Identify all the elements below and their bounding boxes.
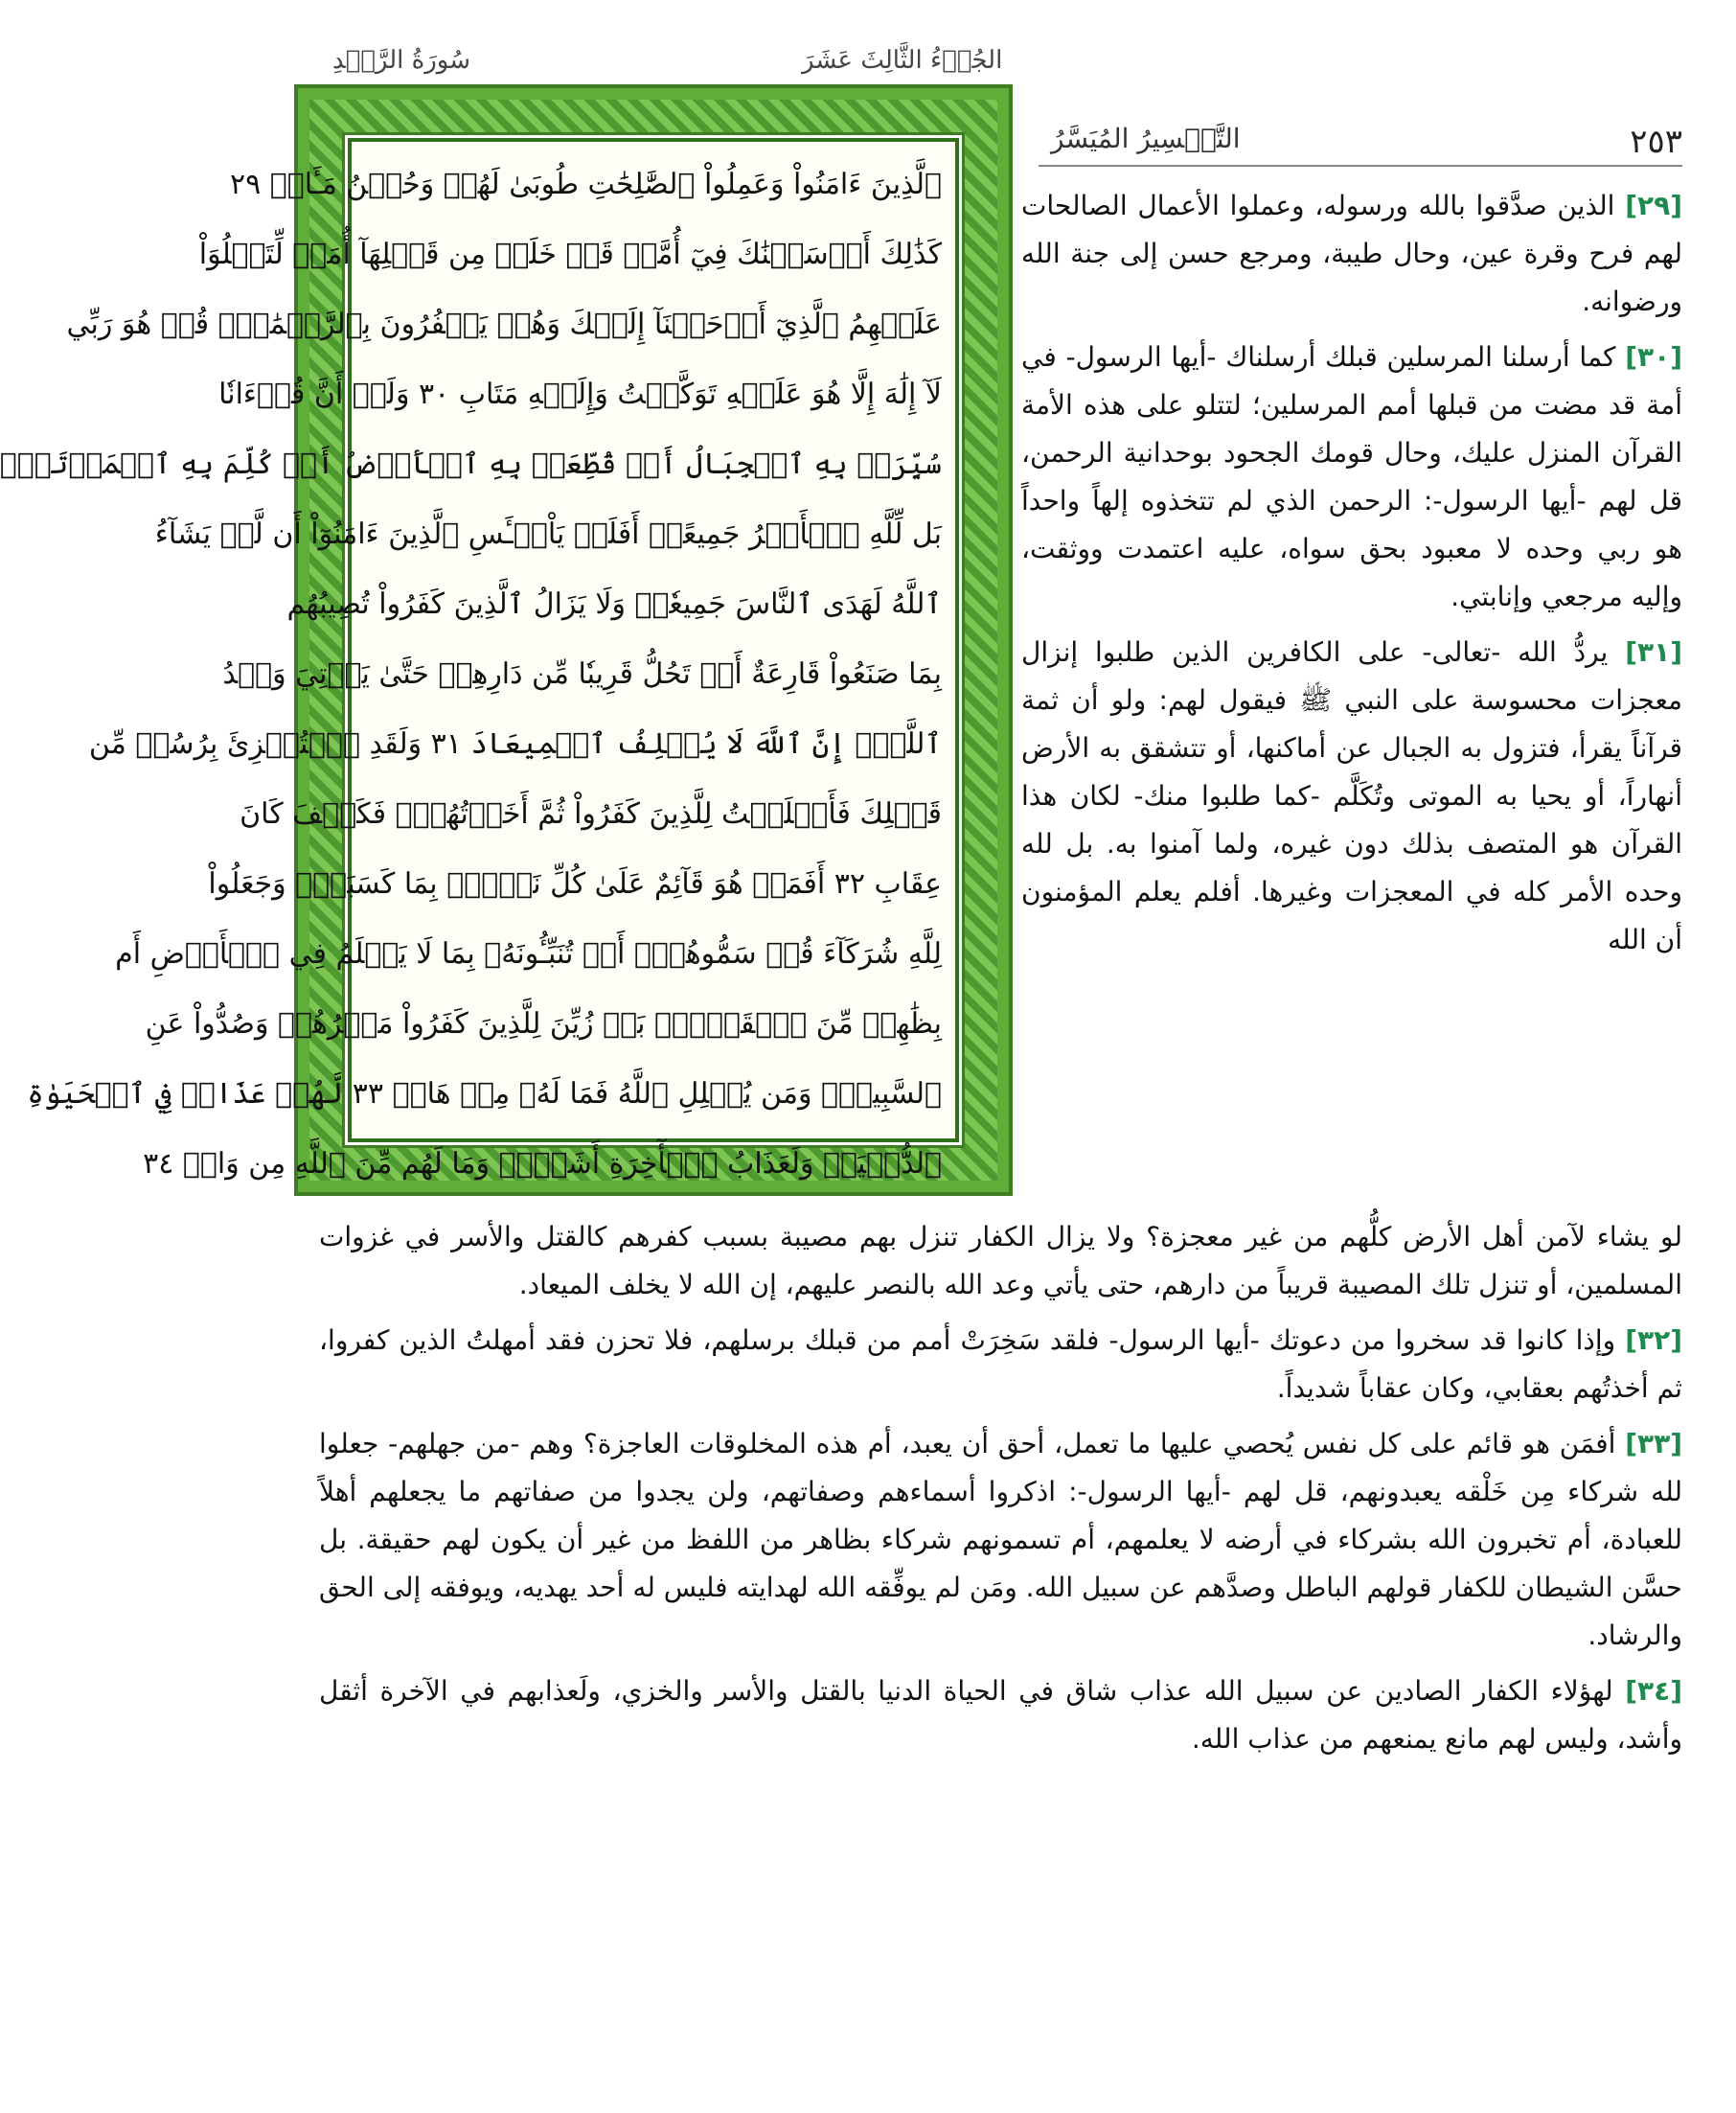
tafsir-paragraph-31 — [1021, 629, 1682, 964]
tafsir-paragraph-29 — [1021, 182, 1682, 326]
quran-line: ٱلَّذِينَ ءَامَنُواْ وَعَمِلُواْ ٱلصَّٰلِحَٰتِ طُوبَىٰ لَهُمۡ وَحُسۡنُ مَـَٔابٖ ٢٩ — [230, 168, 942, 201]
tafsir-text: يردُّ الله -تعالى- على الكافرين الذين طلبوا إنزال معجزات محسوسة على النبي ﷺ فيقول لهم: ولو أن ثمة قرآناً يقرأ، فتزول به الجبال عن أماكنها، أو تتشقق به الأرض أنهاراً، أو يحيا به الموتى وتُكَلَّم -كما طلبوا منك- لكان هذا القرآن هو المتصف بذلك دون غيره، ولما آمنوا به. بل لله وحده الأمر كله في المعجزات وغيرها. أفلم يعلم المؤمنون أن الله — [1021, 636, 1682, 955]
quran-line: بِظَٰهِرٖ مِّنَ ٱلۡقَوۡلِۗ بَلۡ زُيِّنَ لِلَّذِينَ كَفَرُواْ مَكۡرُهُمۡ وَصُدُّواْ عَنِ — [145, 1007, 942, 1041]
verse-number: [٣٠] — [1625, 341, 1682, 373]
tafsir-text: أفمَن هو قائم على كل نفس يُحصي عليها ما تعمل، أحق أن يعبد، أم هذه المخلوقات العاجزة؟ وهم -من جهلهم- جعلوا لله شركاء مِن خَلْقه يعبدونهم، قل لهم -أيها الرسول-: اذكروا أسماءهم وصفاتهم، ولن يجدوا من صفاتهم ما يجعلهم أهلاً للعبادة، أم تخبرون الله بشركاء في أرضه لا يعلمهم، أم تسمونهم شركاء بظاهر من اللفظ من غير أن يكون لهم حقيقة. بل حسَّن الشيطان للكفار قولهم الباطل وصدَّهم عن سبيل الله. ومَن لم يوفِّقه الله لهدايته فليس له أحد يهديه، ويوفقه إلى الحق والرشاد. — [319, 1428, 1682, 1651]
tafsir-paragraph-31-continued: لو يشاء لآمن أهل الأرض كلُّهم من غير معجزة؟ ولا يزال الكفار تنزل بهم مصيبة بسبب كفرهم كالقتل والأسر في غزوات المسلمين، أو تنزل تلك المصيبة قريباً من دارهم، حتى يأتي وعد الله بالنصر عليهم، إن الله لا يخلف الميعاد. — [319, 1221, 1682, 1300]
verse-number: [٢٩] — [1625, 190, 1682, 221]
tafsir-paragraph-32 — [319, 1317, 1682, 1412]
quran-frame — [0, 84, 1013, 1196]
quran-text — [0, 149, 942, 1181]
tafsir-full-column — [319, 1213, 1682, 1771]
header-divider — [1039, 165, 1682, 167]
quran-line: قَبۡلِكَ فَأَمۡلَيۡتُ لِلَّذِينَ كَفَرُواْ ثُمَّ أَخَذۡتُهُمۡۖ فَكَيۡفَ كَانَ — [240, 797, 942, 831]
quran-line: بَل لِّلَّهِ ٱلۡأَمۡرُ جَمِيعًاۗ أَفَلَمۡ يَاْيۡـَٔسِ ٱلَّذِينَ ءَامَنُوٓاْ أَن لَّوۡ يَشَآءُ — [154, 517, 942, 551]
quran-line: لَآ إِلَٰهَ إِلَّا هُوَ عَلَيۡهِ تَوَكَّلۡتُ وَإِلَيۡهِ مَتَابِ ٣٠ وَلَوۡ أَنَّ قُرۡءَانٗا — [218, 378, 942, 411]
tafsir-text: الذين صدَّقوا بالله ورسوله، وعملوا الأعمال الصالحات لهم فرح وقرة عين، وحال طيبة، ومرجع حسن إلى جنة الله ورضوانه. — [1021, 190, 1682, 317]
juz-name: الجُزۡءُ الثَّالِثَ عَشَرَ — [802, 46, 1003, 75]
tafsir-paragraph-30 — [1021, 333, 1682, 621]
page-number: ٢٥٣ — [1630, 123, 1682, 161]
tafsir-paragraph-33 — [319, 1420, 1682, 1660]
tafsir-text: كما أرسلنا المرسلين قبلك أرسلناك -أيها الرسول- في أمة قد مضت من قبلها أمم المرسلين؛ لتتلو على هذه الأمة القرآن المنزل عليك، وحال قومك الجحود بوحدانية الرحمن، قل لهم -أيها الرسول-: الرحمن الذي لم تتخذوه إلهاً واحداً هو ربي وحده لا معبود بحق سواه، عليه اعتمدت ووثقت، وإليه مرجعي وإنابتي. — [1021, 341, 1682, 612]
verse-number: [٣٢] — [1625, 1324, 1682, 1356]
quran-line: ٱللَّهِۚ إِنَّ ٱللَّهَ لَا يُخۡلِفُ ٱلۡمِيعَادَ ٣١ وَلَقَدِ ٱسۡتُهۡزِئَ بِرُسُلٖ مِّن — [88, 727, 942, 761]
verse-number: [٣٣] — [1625, 1428, 1682, 1459]
tafsir-title: التَّفۡسِيرُ المُيَسَّرُ — [1051, 123, 1241, 154]
tafsir-paragraph-34 — [319, 1667, 1682, 1763]
quran-line: ٱلدُّنۡيَاۖ وَلَعَذَابُ ٱلۡأٓخِرَةِ أَشَقُّۖ وَمَا لَهُم مِّنَ ٱللَّهِ مِن وَاقٖ ٣٤ — [143, 1147, 942, 1181]
quran-line: كَذَٰلِكَ أَرۡسَلۡنَٰكَ فِيٓ أُمَّةٖ قَدۡ خَلَتۡ مِن قَبۡلِهَآ أُمَمٞ لِّتَتۡلُوَاْ — [198, 238, 942, 271]
quran-line: سُيِّرَتۡ بِهِ ٱلۡجِبَالُ أَوۡ قُطِّعَتۡ بِهِ ٱلۡأَرۡضُ أَوۡ كُلِّمَ بِهِ ٱلۡمَوۡتَىٰۗ — [0, 448, 942, 481]
quran-line: بِمَا صَنَعُواْ قَارِعَةٌ أَوۡ تَحُلُّ قَرِيبٗا مِّن دَارِهِمۡ حَتَّىٰ يَأۡتِيَ وَعۡدُ — [222, 657, 942, 691]
quran-line: ٱللَّهُ لَهَدَى ٱلنَّاسَ جَمِيعٗاۗ وَلَا يَزَالُ ٱلَّذِينَ كَفَرُواْ تُصِيبُهُم — [286, 587, 942, 621]
surah-name: سُورَةُ الرَّعۡدِ — [332, 46, 471, 75]
tafsir-text: لهؤلاء الكفار الصادين عن سبيل الله عذاب شاق في الحياة الدنيا بالقتل والأسر والخزي، ولَعذابهم في الآخرة أثقل وأشد، وليس لهم مانع يمنعهم من عذاب الله. — [319, 1675, 1682, 1755]
tafsir-text: وإذا كانوا قد سخروا من دعوتك -أيها الرسول- فلقد سَخِرَتْ أمم من قبلك برسلهم، فلا تحزن فقد أمهلتُ الذين كفروا، ثم أخذتُهم بعقابي، وكان عقاباً شديداً. — [319, 1324, 1682, 1404]
quran-line: ٱلسَّبِيلِۗ وَمَن يُضۡلِلِ ٱللَّهُ فَمَا لَهُۥ مِنۡ هَادٖ ٣٣ لَّهُمۡ عَذَابٞ فِي ٱلۡحَيَوٰةِ — [27, 1077, 942, 1111]
quran-line: لِلَّهِ شُرَكَآءَ قُلۡ سَمُّوهُمۡۚ أَمۡ تُنَبِّـُٔونَهُۥ بِمَا لَا يَعۡلَمُ فِي ٱلۡأَرۡضِ أَم — [115, 937, 942, 971]
verse-number: [٣٤] — [1625, 1675, 1682, 1707]
verse-number: [٣١] — [1625, 636, 1682, 668]
quran-text-panel — [0, 138, 959, 1181]
quran-line: عَلَيۡهِمُ ٱلَّذِيٓ أَوۡحَيۡنَآ إِلَيۡكَ وَهُمۡ يَكۡفُرُونَ بِٱلرَّحۡمَٰنِۚ قُلۡ هُوَ رَبِّي — [66, 308, 942, 341]
tafsir-side-column — [1021, 182, 1682, 972]
quran-line: عِقَابِ ٣٢ أَفَمَنۡ هُوَ قَآئِمٌ عَلَىٰ كُلِّ نَفۡسِۭ بِمَا كَسَبَتۡۗ وَجَعَلُواْ — [208, 867, 942, 901]
